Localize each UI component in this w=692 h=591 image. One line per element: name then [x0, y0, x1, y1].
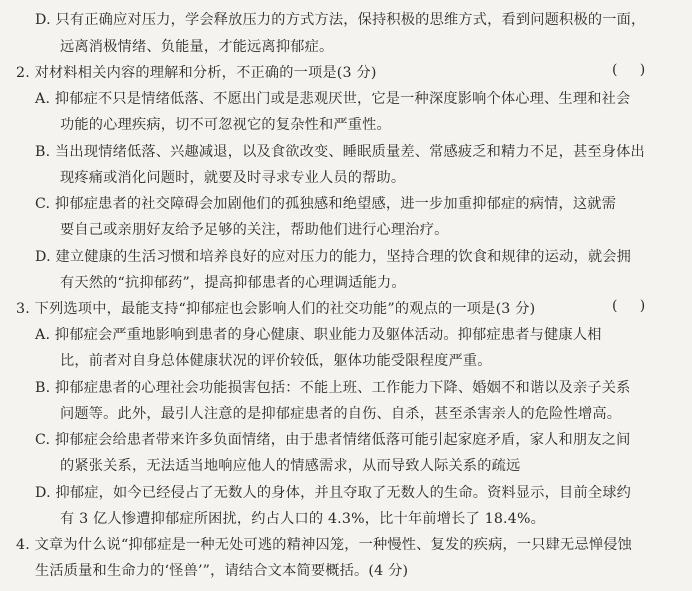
q2-option-a-line-1: A. 抑郁症不只是情绪低落、不愿出门或是悲观厌世，它是一种深度影响个体心理、生理和社会 — [35, 91, 631, 107]
q3-option-a-line-2: 比，前者对自身总体健康状况的评价较低，躯体功能受限程度严重。 — [60, 353, 492, 369]
question-4-stem-line-1: 4. 文章为什么说“抑郁症是一种无处可逃的精神囚笼，一种慢性、复发的疾病，一只肆无忌惮侵蚀 — [16, 537, 632, 553]
q2-option-b-line-1: B. 当出现情绪低落、兴趣减退，以及食欲改变、睡眠质量差、常感疲乏和精力不足，甚至身体出 — [35, 144, 645, 160]
option-d-line-2: 远离消极情绪、负能量，才能远离抑郁症。 — [60, 39, 334, 55]
question-4-stem-line-2: 生活质量和生命力的‘怪兽’”，请结合文本简要概括。(4 分) — [35, 563, 409, 579]
option-d-line-1: D. 只有正确应对压力，学会释放压力的方式方法，保持积极的思维方式，看到问题积极的一面， — [35, 12, 646, 28]
q2-option-d-line-1: D. 建立健康的生活习惯和培养良好的应对压力的能力，坚持合理的饮食和规律的运动，就会拥 — [35, 249, 631, 265]
q2-option-a-line-2: 功能的心理疾病，切不可忽视它的复杂性和严重性。 — [60, 117, 391, 133]
q2-option-c-line-2: 要自己或亲朋好友给予足够的关注，帮助他们进行心理治疗。 — [60, 222, 449, 238]
q3-option-b-line-1: B. 抑郁症患者的心理社会功能损害包括：不能上班、工作能力下降、婚姻不和谐以及亲子关系 — [35, 380, 631, 396]
q3-option-a-line-1: A. 抑郁症会严重地影响到患者的身心健康、职业能力及躯体活动。抑郁症患者与健康人相 — [35, 327, 602, 343]
q2-option-c-line-1: C. 抑郁症患者的社交障碍会加剧他们的孤独感和绝望感，进一步加重抑郁症的病情，这就需 — [35, 196, 617, 212]
question-3-answer-blank: ( ) — [612, 298, 646, 314]
question-2-answer-blank: ( ) — [612, 62, 646, 78]
q3-option-d-line-1: D. 抑郁症，如今已经侵占了无数人的身体，并且夺取了无数人的生命。资料显示，目前全球约 — [35, 485, 631, 501]
q3-option-d-line-2: 有 3 亿人惨遭抑郁症所困扰，约占人口的 4.3%，比十年前增长了 18.4%。 — [60, 511, 546, 527]
q3-option-b-line-2: 问题等。此外，最引人注意的是抑郁症患者的自伤、自杀，甚至杀害亲人的危险性增高。 — [60, 406, 622, 422]
q3-option-c-line-1: C. 抑郁症会给患者带来许多负面情绪，由于患者情绪低落可能引起家庭矛盾，家人和朋友之间 — [35, 432, 631, 448]
q3-option-c-line-2: 的紧张关系，无法适当地响应他人的情感需求，从而导致人际关系的疏远 — [60, 458, 521, 474]
q2-option-b-line-2: 现疼痛或消化问题时，就要及时寻求专业人员的帮助。 — [60, 170, 406, 186]
question-3-stem: 3. 下列选项中，最能支持“抑郁症也会影响人们的社交功能”的观点的一项是(3 分) — [16, 301, 536, 317]
q2-option-d-line-2: 有天然的“抗抑郁药”，提高抑郁患者的心理调适能力。 — [60, 275, 406, 291]
question-2-stem: 2. 对材料相关内容的理解和分析，不正确的一项是(3 分) — [16, 65, 377, 81]
